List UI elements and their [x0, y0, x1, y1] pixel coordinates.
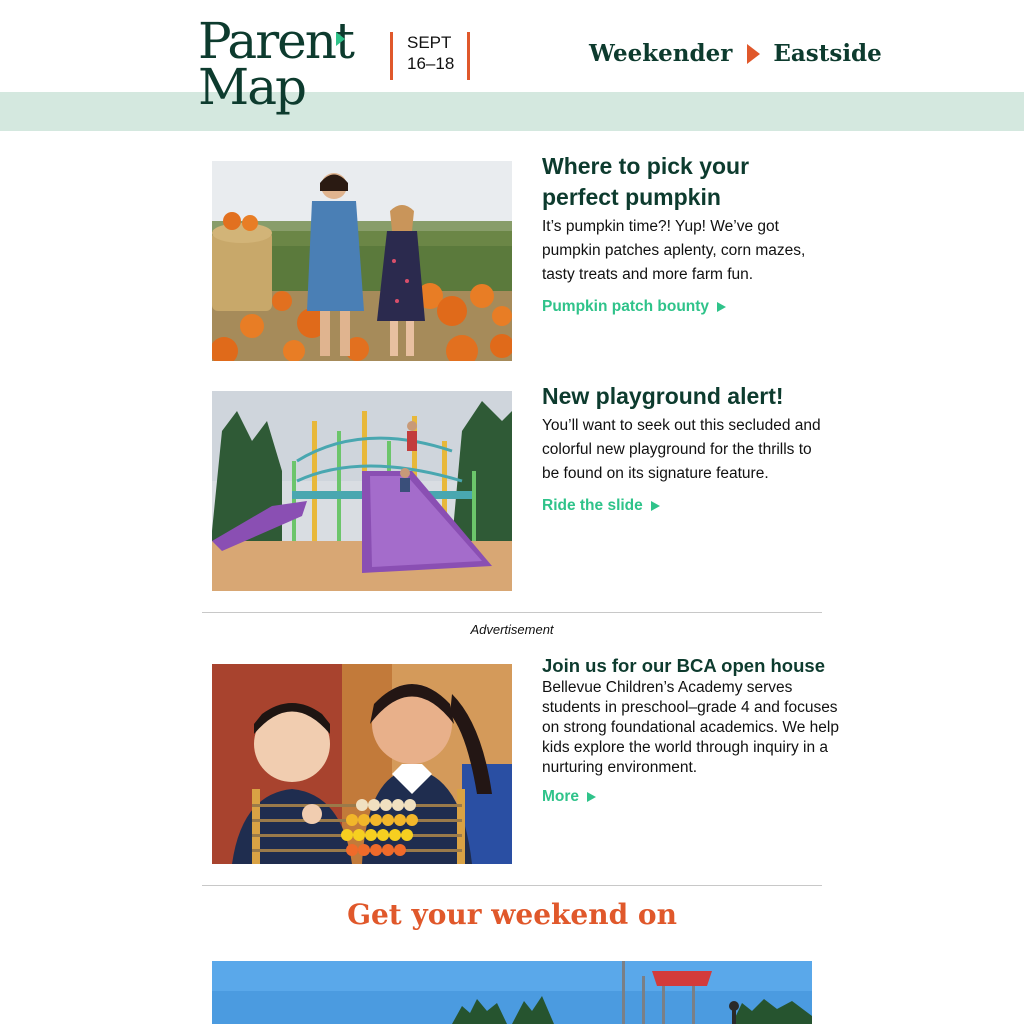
article-title[interactable]: New playground alert! — [542, 383, 784, 409]
bca-kids-abacus-photo[interactable] — [212, 664, 512, 864]
divider — [202, 612, 822, 613]
pumpkin-patch-link[interactable] — [542, 298, 726, 316]
advertisement-label: Advertisement — [470, 622, 554, 637]
article-title[interactable]: Where to pick your perfect pumpkin — [542, 153, 750, 210]
ride-the-slide-link[interactable] — [542, 497, 660, 515]
issue-date — [390, 32, 470, 80]
article-pumpkins — [542, 151, 832, 316]
logo-line-1: Parent — [198, 12, 353, 70]
header-band — [0, 92, 1024, 131]
brand-eastside: Eastside — [773, 40, 882, 67]
link-label: Ride the slide — [542, 497, 643, 514]
play-arrow-icon — [587, 792, 596, 802]
play-arrow-icon — [717, 302, 726, 312]
issue-date-days: 16–18 — [407, 54, 455, 73]
ad-bca-open-house — [542, 654, 842, 806]
divider — [202, 885, 822, 886]
link-label: Pumpkin patch bounty — [542, 298, 710, 315]
pumpkin-patch-photo[interactable] — [212, 161, 512, 361]
ad-title[interactable]: Join us for our BCA open house — [542, 655, 825, 676]
playground-slide-photo[interactable] — [212, 391, 512, 591]
logo-triangle-icon — [336, 32, 345, 46]
ad-more-link[interactable] — [542, 788, 596, 806]
article-playground — [542, 381, 832, 515]
link-label: More — [542, 788, 580, 805]
newsletter-brand — [589, 40, 882, 67]
article-body: You’ll want to seek out this secluded and colorful new playground for the thrills to be found on its signature feature. — [542, 417, 821, 482]
section-heading: Get your weekend on — [347, 898, 677, 931]
brand-weekender: Weekender — [589, 40, 733, 67]
article-body: It’s pumpkin time?! Yup! We’ve got pumpkin patches aplenty, corn mazes, tasty treats and more farm fun. — [542, 218, 806, 283]
logo-line-2: Map — [198, 58, 306, 116]
brand-arrow-icon — [747, 44, 760, 64]
issue-date-month: SEPT — [407, 33, 452, 52]
ad-body: Bellevue Children’s Academy serves students in preschool–grade 4 and focuses on strong foundational academics. We help kids explore the world through inquiry in a nurturing environment. — [542, 679, 839, 776]
weekend-feature-photo[interactable] — [212, 961, 812, 1024]
parentmap-logo[interactable] — [198, 12, 353, 116]
play-arrow-icon — [651, 501, 660, 511]
